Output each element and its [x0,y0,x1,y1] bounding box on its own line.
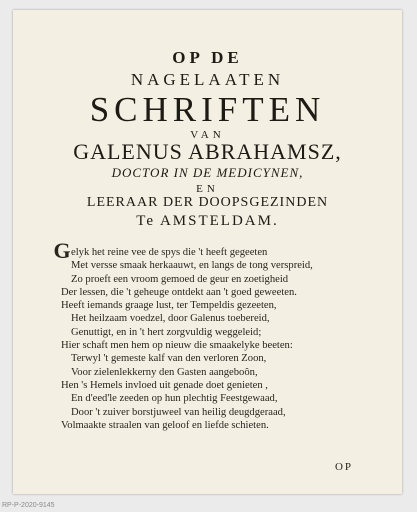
title-line-schriften: SCHRIFTEN [89,90,326,129]
catchword: OP [334,461,353,473]
inventory-number: RP-P-2020-9145 [2,502,55,509]
poem-line: Volmaakte straalen van geloof en liefde schieten. [61,419,269,431]
title-line-van: VAN [190,129,225,141]
document-page [13,10,402,494]
poem-line: En d'eed'le zeeden op hun plechtig Feestgewaad, [71,393,278,405]
poem-line: Der lessen, die 't geheuge ontdekt aan 't goed geweeten. [61,286,297,298]
title-line-en: EN [196,183,219,195]
poem-line: Het heilzaam voedzel, door Galenus toebereid, [71,313,270,325]
title-line-doctor: DOCTOR IN DE MEDICYNEN, [111,165,304,180]
poem-line: Hen 's Hemels invloed uit genade doet genieten , [61,379,268,391]
poem-line: elyk het reine vee de spys die 't heeft gegeeten [71,247,268,258]
poem-line: Met versse smaak herkaauwt, en langs de tong verspreid, [71,260,313,272]
title-line-nagelaaten: NAGELAATEN [130,70,285,89]
title-line-leeraar: LEERAAR DER DOOPSGEZINDEN [86,195,329,210]
decorated-initial: G [53,238,71,264]
poem-line: Hier schaft men hem op nieuw die smaakelyke beeten: [61,340,293,352]
title-line-author: GALENUS ABRAHAMSZ, [73,139,342,164]
poem-line: Genuttigt, en in 't hert zorgvuldig weggeleid; [71,326,262,338]
poem-line: Voor zielenlekkerny den Gasten aangeboôn, [71,366,258,378]
poem-line: Heeft iemands graage lust, ter Tempeldis gezeeten, [61,300,277,312]
title-line-amsteldam: Te AMSTELDAM. [136,213,279,229]
poem-line: Terwyl 't gemeste kalf van den verloren Zoon, [71,353,267,365]
poem-body [53,238,391,432]
title-line-op-de: OP DE [172,48,243,67]
poem-line: Zo proeft een vroom gemoed de geur en zoetigheid [71,273,289,285]
poem-line: Door 't zuiver borstjuweel van heilig deugdgeraad, [71,406,286,418]
